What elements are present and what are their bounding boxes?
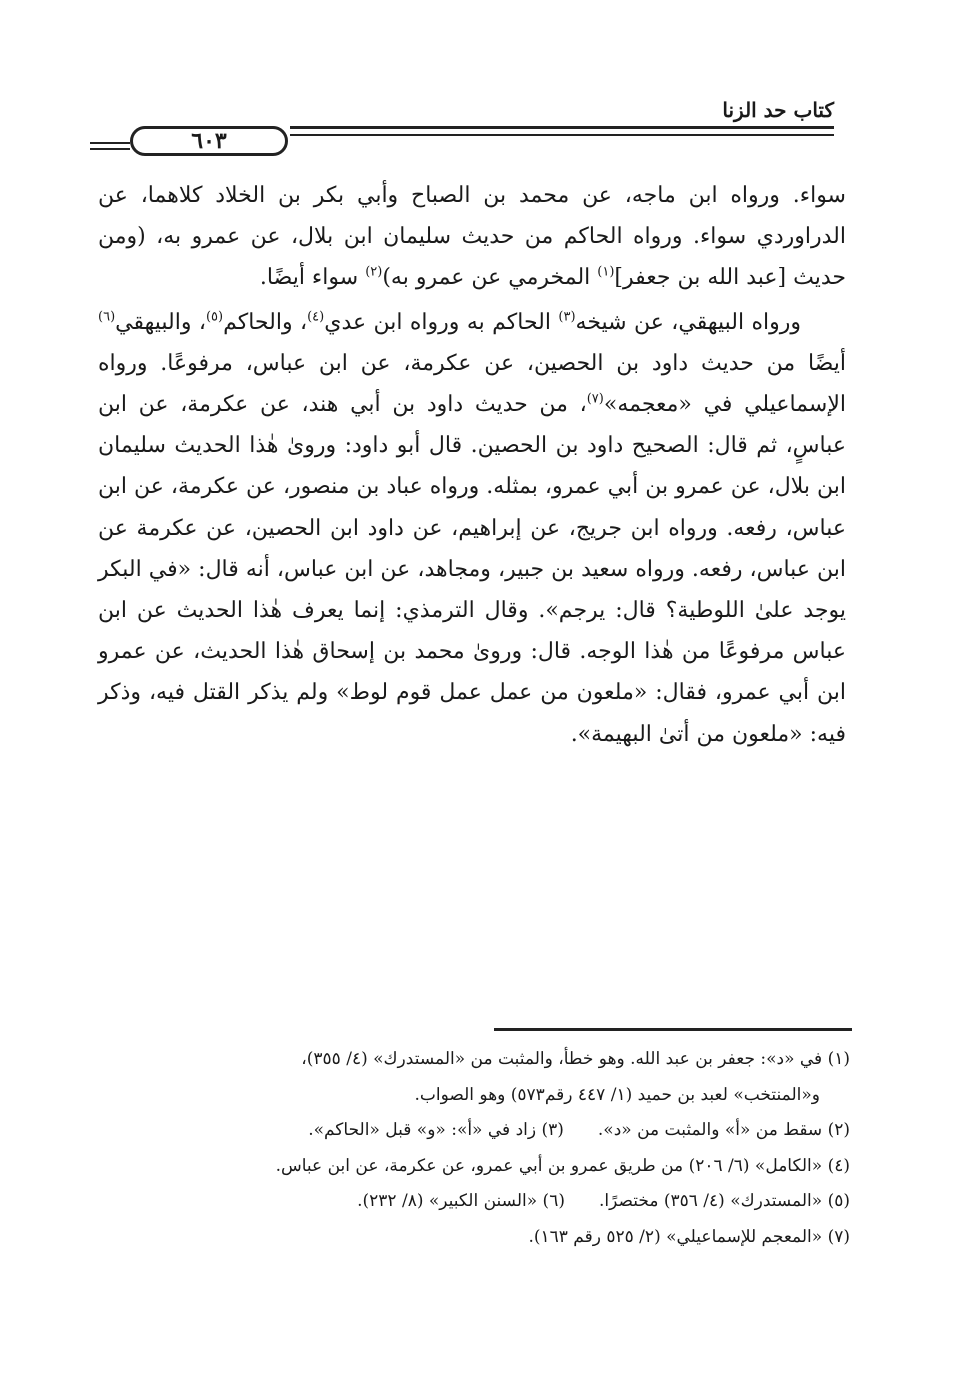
footnote-ref: (٦) [98,309,116,325]
header-rule [290,126,834,129]
footnote: (٢) سقط من «أ» والمثبت من «د». [597,1120,850,1140]
main-text [98,175,846,755]
paragraph: ورواه البيهقي، عن شيخه$^{(٣)}$ الحاكم به ورواه ابن عدي$^{(٤)}$، والحاكم$^{(٥)}$، والبيهقي$^{(٦)}$ أيضًا من حديث داود بن الحصين، عن عكرمة، عن ابن عباس، مرفوعًا. ورواه الإسماعيلي في «معجمه»$^{(٧)}$، من حديث داود بن أبي هند، عن عكرمة، عن ابن عباسٍ، ثم قال: الصحيح داود بن الحصين. قال أبو داود: وروىٰ هٰذا الحديث سليمان ابن بلال، عن عمرو بن أبي عمرو، بمثله. ورواه عباد بن منصور، عن عكرمة، عن ابن عباس، رفعه. ورواه ابن جريج، عن إبراهيم، عن داود ابن الحصين، عن عكرمة عن ابن عباس، رفعه. ورواه سعيد بن جبير، ومجاهد، عن ابن عباس، أنه قال: «في البكر يوجد علىٰ اللوطية؟ قال: يرجم». وقال الترمذي: إنما يعرف هٰذا الحديث عن ابن عباس مرفوعًا من هٰذا الوجه. قال: وروىٰ محمد بن إسحاق هٰذا الحديث، عن عمرو ابن أبي عمرو، فقال: «ملعون من عمل عمل قوم لوط» ولم يذكر القتل فيه، وذكر فيه: «ملعون من أتىٰ البهيمة». [98,309,846,747]
chapter-title: كتاب حد الزنا [722,98,834,122]
footnote: (١) في «د»: جعفر بن عبد الله. وهو خطأ، والمثبت من «المستدرك» (٤/ ٣٥٥)، [301,1049,850,1069]
footnote: (٧) «المعجم للإسماعيلي» (٢/ ٥٢٥ رقم ١٦٣). [528,1226,850,1247]
footnote-ref: (١) [597,265,615,281]
footnote-ref: (٣) [558,309,576,325]
footnote-ref: (٢) [365,265,383,281]
header-rule [90,142,130,144]
footnote: (٣) زاد في «أ»: «و» قبل «الحاكم». [308,1120,564,1140]
footnote: (٦) «السنن الكبير» (٨/ ٢٣٢). [357,1191,565,1211]
page-number: ٦٠٣ [130,126,288,156]
page-header [90,98,834,158]
header-rule [90,148,130,150]
footnote: و«المنتخب» لعبد بن حميد (١/ ٤٤٧ رقم٥٧٣) وهو الصواب. [414,1084,820,1105]
footnote-ref: (٧) [586,391,604,407]
footnote: (٤) «الكامل» (٦/ ٢٠٦) من طريق عمرو بن أبي عمرو، عن عكرمة، عن ابن عباس. [275,1155,850,1176]
header-rule [290,134,834,136]
paragraph: سواء. ورواه ابن ماجه، عن محمد بن الصباح وأبي بكر بن الخلاد كلاهما، عن الدراوردي سواء. ورواه الحاكم من حديث سليمان ابن بلال، عن عمرو به، (ومن حديث [عبد الله بن جعفر]$^{(١)}$ المخرمي عن عمرو به)$^{(٢)}$ سواء أيضًا. [98,183,846,291]
footnote-ref: (٥) [205,309,224,325]
footnotes [98,1042,850,1255]
footnote-separator [494,1028,852,1031]
footnote: (٥) «المستدرك» (٤/ ٣٥٦) مختصرًا. [598,1191,850,1211]
footnote-line [98,1184,850,1220]
footnote-ref: (٤) [307,309,325,325]
footnote-line [98,1113,850,1149]
